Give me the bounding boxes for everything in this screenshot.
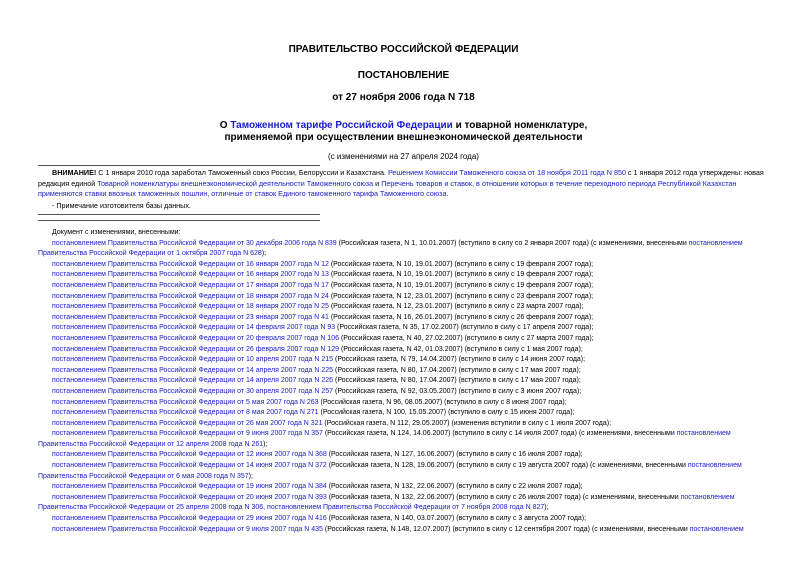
amendment-link[interactable]: постановлением Правительства Российской Федерации от 19 июня 2007 года N 384: [52, 483, 327, 491]
list-item: [38, 376, 772, 387]
list-item: [38, 249, 772, 260]
amendment-text: (Российская газета, N 79, 14.04.2007) (вступило в силу с 14 июня 2007 года);: [333, 356, 586, 364]
amendment-link[interactable]: постановлением: [676, 430, 731, 438]
list-item: [38, 461, 772, 472]
list-item: [38, 366, 772, 377]
amendment-link[interactable]: постановлением Правительства Российской Федерации от 30 декабря 2006 года N 839: [52, 239, 337, 247]
amendment-link[interactable]: постановлением Правительства Российской Федерации от 26 мая 2007 года N 321: [52, 419, 323, 427]
amendment-text: (Российская газета, N 112, 29.05.2007) (изменения вступили в силу с 1 июля 2007 года);: [322, 419, 612, 427]
list-item: [38, 239, 772, 250]
amendment-link[interactable]: постановлением Правительства Российской Федерации от 16 января 2007 года N 13: [52, 271, 329, 279]
amendment-link[interactable]: постановлением: [689, 525, 744, 533]
amendment-text: );: [544, 504, 549, 512]
amendment-text: (Российская газета, N 12, 23.01.2007) (вступило в силу с 23 февраля 2007 года);: [328, 292, 594, 300]
amendment-text: (Российская газета, N 132, 22.06.2007) (вступило в силу с 22 июля 2007 года);: [326, 483, 583, 491]
notice-label: ВНИМАНИЕ!: [52, 168, 97, 177]
notice-text: .: [446, 189, 449, 199]
amendment-link[interactable]: постановлением Правительства Российской Федерации от 20 июня 2007 года N 393: [52, 493, 327, 501]
amendment-link[interactable]: постановлением Правительства Российской Федерации от 18 января 2007 года N 24: [52, 292, 329, 300]
list-item: [38, 482, 772, 493]
amendment-link[interactable]: постановлением: [680, 493, 735, 501]
document-type: ПОСТАНОВЛЕНИЕ: [357, 70, 450, 81]
amendment-text: (Российская газета, N 132, 22.06.2007) (вступило в силу с 26 июля 2007 года) (с изменениями, внесенными: [326, 493, 681, 501]
amendment-link[interactable]: постановлением Правительства Российской Федерации от 18 января 2007 года N 25: [52, 303, 329, 311]
amendment-link[interactable]: постановлением Правительства Российской Федерации от 20 февраля 2007 года N 106: [52, 334, 339, 342]
list-item: [38, 292, 772, 303]
amendment-text: (Российская газета, N 40, 27.02.2007) (вступило в силу с 27 марта 2007 года);: [339, 334, 594, 342]
amendment-text: (Российская газета, N 1, 10.01.2007) (вступило в силу со 2 января 2007 года) (с изменениями, внесенными: [336, 239, 689, 247]
list-item: [38, 450, 772, 461]
document-title: [0, 120, 807, 131]
amendments-intro: Документ с изменениями, внесенными:: [52, 229, 181, 236]
amendment-link[interactable]: постановлением Правительства Российской Федерации от 16 января 2007 года N 12: [52, 260, 329, 268]
list-item: [38, 334, 772, 345]
amendment-link[interactable]: постановлением Правительства Российской Федерации от 8 мая 2007 года N 271: [52, 409, 319, 417]
notice-text: с 1 января 2012 года утверждены: новая редакция единой: [38, 168, 764, 188]
amendment-text: (Российская газета, N 128, 19.06.2007) (вступило в силу с 19 августа 2007 года) (с изменениями, внесенными: [326, 462, 688, 470]
document-authority: ПРАВИТЕЛЬСТВО РОССИЙСКОЙ ФЕДЕРАЦИИ: [288, 44, 519, 55]
amendment-link[interactable]: постановлением Правительства Российской Федерации от 9 июня 2007 года N 357: [52, 430, 323, 438]
amendment-text: (Российская газета, N 148, 12.07.2007) (вступило в силу с 12 сентября 2007 года) (с изменениями, внесенными: [322, 525, 690, 533]
amendment-text: (Российская газета, N 100, 15.05.2007) (вступило в силу с 15 июня 2007 года);: [318, 409, 575, 417]
amendment-link[interactable]: постановлением Правительства Российской Федерации от 14 февраля 2007 года N 93: [52, 324, 336, 332]
list-item: [38, 440, 772, 451]
amendment-link[interactable]: постановлением Правительства Российской Федерации от 9 июля 2007 года N 435: [52, 525, 323, 533]
list-item: [38, 387, 772, 398]
amendment-text: );: [261, 250, 267, 258]
list-item: [38, 270, 772, 281]
amendment-link[interactable]: постановлением Правительства Российской Федерации от 30 апреля 2007 года N 257: [52, 387, 334, 395]
list-item: [38, 302, 772, 313]
amendment-text: (Российская газета, N 92, 03.05.2007) (вступило в силу с 3 июня 2007 года);: [333, 387, 582, 395]
amendment-text: (Российская газета, N 16, 26.01.2007) (вступило в силу с 26 февраля 2007 года);: [328, 313, 594, 321]
title-prefix: О: [219, 120, 231, 131]
db-note: - Примечание изготовителя базы данных.: [52, 201, 191, 210]
list-item: [38, 472, 772, 483]
amendment-link[interactable]: Правительства Российской Федерации от 1 октября 2007 года N 628: [38, 250, 262, 258]
amendment-text: (Российская газета, N 10, 19.01.2007) (вступило в силу с 19 февраля 2007 года);: [328, 271, 594, 279]
divider: [38, 214, 320, 215]
amendment-text: (Российская газета, N 35, 17.02.2007) (вступило в силу с 17 апреля 2007 года);: [335, 324, 594, 332]
divider: [38, 165, 320, 166]
amendment-link[interactable]: Правительства Российской Федерации от 6 мая 2008 года N 357: [38, 472, 249, 480]
amendment-link[interactable]: постановлением Правительства Российской Федерации от 5 мая 2007 года N 263: [52, 398, 319, 406]
amendment-text: (Российская газета, N 12, 23.01.2007) (вступило в силу с 23 марта 2007 года);: [328, 303, 584, 311]
amendment-text: (Российская газета, N 127, 16.06.2007) (вступило в силу с 16 июля 2007 года);: [326, 451, 583, 459]
notice-text: и: [373, 178, 382, 188]
amendment-link[interactable]: постановлением Правительства Российской Федерации от 23 января 2007 года N 41: [52, 313, 329, 321]
notice-link-nomenclature[interactable]: Товарной номенклатуры внешнеэкономической деятельности Таможенного союза: [97, 178, 374, 188]
amendment-link[interactable]: постановлением Правительства Российской Федерации от 14 апреля 2007 года N 225: [52, 366, 334, 374]
notice-link-decision[interactable]: Решением Комиссии Таможенного союза от 18 ноября 2011 года N 850: [387, 168, 626, 177]
amendment-link[interactable]: постановлением Правительства Российской Федерации от 17 января 2007 года N 17: [52, 281, 329, 289]
list-item: [38, 419, 772, 430]
list-item: [38, 345, 772, 356]
title-suffix: и товарной номенклатуре,: [452, 120, 588, 131]
title-link[interactable]: Таможенном тарифе Российской Федерации: [230, 120, 453, 131]
list-item: [38, 398, 772, 409]
amendment-link[interactable]: постановлением: [687, 462, 742, 470]
amendment-text: (Российская газета, N 10, 19.01.2007) (вступило в силу с 19 февраля 2007 года);: [328, 281, 594, 289]
amendment-link[interactable]: постановлением Правительства Российской Федерации от 14 апреля 2007 года N 226: [52, 377, 334, 385]
notice-link-list[interactable]: Перечень товаров и ставок, в отношении которых в течение переходного периода Республикой Казахстан применяются ставки ввозных таможенных пошлин, отличные от ставок Единого таможенного тарифа Таможенного союза: [38, 178, 737, 199]
amendment-link[interactable]: постановлением Правительства Российской Федерации от 10 апреля 2007 года N 215: [52, 356, 334, 364]
amendment-text: (Российская газета, N 10, 19.01.2007) (вступило в силу с 19 февраля 2007 года);: [328, 260, 594, 268]
document-date-number: от 27 ноября 2006 года N 718: [332, 92, 475, 103]
list-item: [38, 313, 772, 324]
amendment-link[interactable]: постановлением Правительства Российской Федерации от 29 июня 2007 года N 416: [52, 515, 327, 523]
edition-note: (с изменениями на 27 апреля 2024 года): [328, 152, 479, 161]
amendment-link[interactable]: Правительства Российской Федерации от 25 апреля 2008 года N 306, постановлением Правительства Российской Федерации от 7 ноября 2008 года N 827: [38, 504, 545, 512]
amendment-text: (Российская газета, N 124, 14.06.2007) (вступило в силу с 14 июля 2007 года) (с изменениями, внесенными: [322, 430, 677, 438]
amendment-link[interactable]: Правительства Российской Федерации от 12 апреля 2008 года N 261: [38, 440, 264, 448]
list-item: [38, 323, 772, 334]
amendment-text: (Российская газета, N 80, 17.04.2007) (вступило в силу с 17 мая 2007 года);: [333, 366, 581, 374]
list-item: [38, 408, 772, 419]
list-item: [38, 503, 772, 514]
amendment-link[interactable]: постановлением Правительства Российской Федерации от 14 июня 2007 года N 372: [52, 462, 327, 470]
list-item: [38, 260, 772, 271]
list-item: [38, 355, 772, 366]
amendment-text: );: [248, 472, 253, 480]
list-item: [38, 514, 772, 525]
list-item: [38, 525, 772, 536]
amendment-link[interactable]: постановлением: [688, 239, 743, 247]
amendment-text: (Российская газета, N 80, 17.04.2007) (вступило в силу с 17 мая 2007 года);: [333, 377, 581, 385]
amendment-text: (Российская газета, N 96, 08.05.2007) (вступило в силу с 8 июня 2007 года);: [318, 398, 567, 406]
notice-text: С 1 января 2010 года заработал Таможенный союз России, Белоруссии и Казахстана.: [96, 168, 388, 177]
amendment-text: );: [263, 440, 268, 448]
list-item: [38, 281, 772, 292]
divider: [38, 220, 320, 221]
amendment-text: (Российская газета, N 140, 03.07.2007) (вступило в силу с 3 августа 2007 года);: [326, 515, 587, 523]
document-title-line2: применяемой при осуществлении внешнеэкономической деятельности: [224, 132, 583, 143]
amendment-link[interactable]: постановлением Правительства Российской Федерации от 26 февраля 2007 года N 129: [52, 345, 339, 353]
amendments-list: [38, 228, 772, 535]
list-item: [38, 429, 772, 440]
amendment-text: (Российская газета, N 42, 01.03.2007) (вступило в силу с 1 мая 2007 года);: [339, 345, 583, 353]
list-item: [38, 493, 772, 504]
amendment-link[interactable]: постановлением Правительства Российской Федерации от 12 июня 2007 года N 368: [52, 451, 327, 459]
notice-paragraph: [38, 168, 770, 200]
